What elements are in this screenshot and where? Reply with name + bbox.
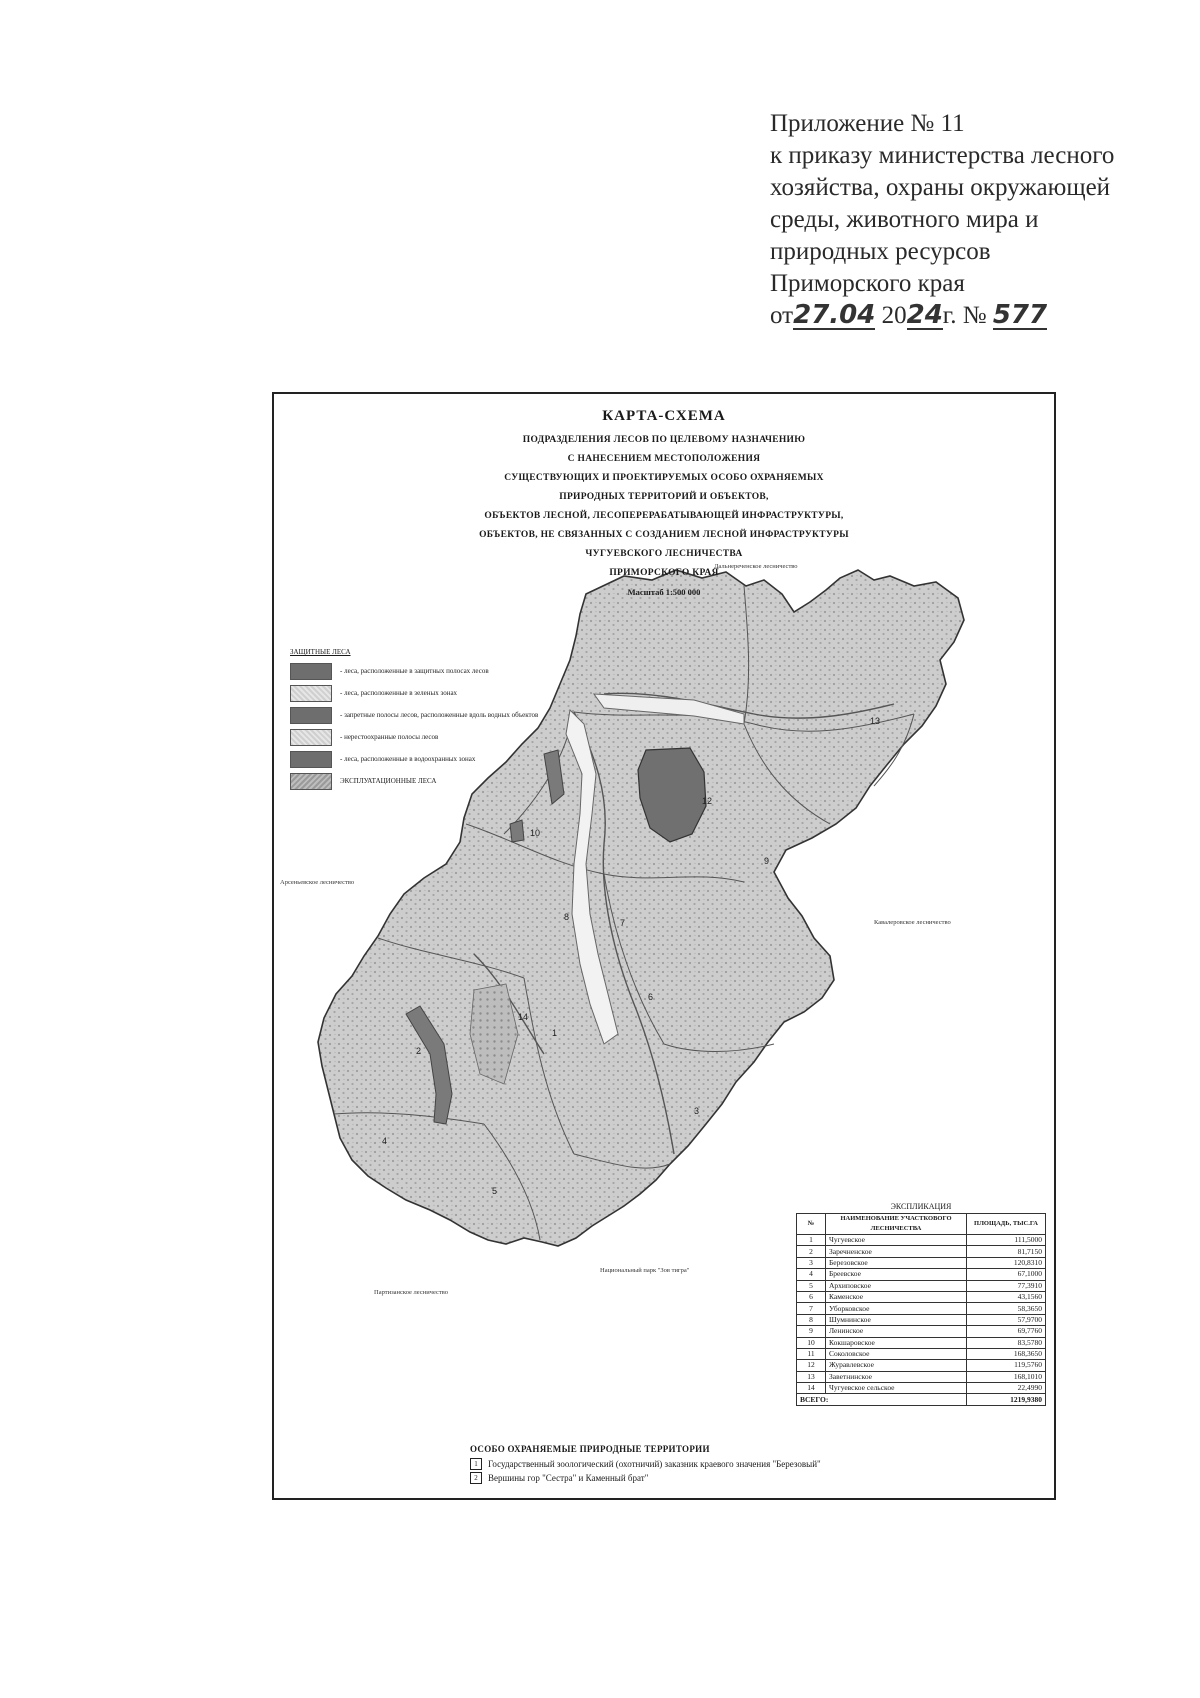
neighbor-east-label: Кавалеровское лесничество: [874, 919, 951, 926]
table-cell-name: Уборковское: [826, 1303, 967, 1314]
quarter-label: 8: [564, 912, 570, 922]
table-row: [797, 1383, 1046, 1394]
legend-item-label: - нерестоохранные полосы лесов: [340, 733, 439, 741]
quarter-label: 5: [492, 1186, 498, 1196]
legend-item-label: - леса, расположенные в защитных полосах лесов: [340, 667, 489, 675]
appendix-line: к приказу министерства лесного: [770, 142, 1115, 169]
table-cell-num: 5: [797, 1280, 826, 1291]
table-row: [797, 1291, 1046, 1302]
explication: [796, 1202, 1046, 1406]
legend-item: [290, 660, 550, 682]
legend-item-label: - леса, расположенные в водоохранных зонах: [340, 755, 476, 763]
table-cell-num: 6: [797, 1291, 826, 1302]
table-cell-num: 12: [797, 1360, 826, 1371]
handwritten-year: 24: [906, 300, 943, 330]
map-subtitle-line: ЧУГУЕВСКОГО ЛЕСНИЧЕСТВА: [585, 549, 743, 559]
table-cell-area: 168,1010: [967, 1371, 1046, 1382]
table-cell-area: 67,1000: [967, 1269, 1046, 1280]
table-cell-name: Каменское: [826, 1291, 967, 1302]
table-cell-area: 77,3910: [967, 1280, 1046, 1291]
table-row: [797, 1371, 1046, 1382]
table-row: [797, 1360, 1046, 1371]
table-row: [797, 1303, 1046, 1314]
table-cell-name: Березовское: [826, 1257, 967, 1268]
table-cell-area: 22,4990: [967, 1383, 1046, 1394]
table-row: [797, 1326, 1046, 1337]
table-cell-num: 3: [797, 1257, 826, 1268]
map-legend: [290, 648, 550, 792]
table-header-row: [797, 1214, 1046, 1235]
legend-header: ЗАЩИТНЫЕ ЛЕСА: [290, 648, 351, 656]
table-row: [797, 1235, 1046, 1246]
quarter-label: 14: [518, 1012, 529, 1022]
map-scale: Масштаб 1:500 000: [627, 587, 701, 597]
table-cell-area: 43,1560: [967, 1291, 1046, 1302]
map-title-block: [274, 408, 1054, 597]
table-cell-num: 14: [797, 1383, 826, 1394]
protected-area-number: 2: [470, 1472, 482, 1484]
appendix-line: природных ресурсов: [770, 238, 991, 265]
explication-body: [797, 1235, 1046, 1406]
table-cell-num: 8: [797, 1314, 826, 1325]
protected-area-item: [470, 1471, 1030, 1485]
appendix-line: хозяйства, охраны окружающей: [770, 174, 1111, 201]
quarter-label: 10: [530, 828, 541, 838]
table-row: [797, 1348, 1046, 1359]
table-cell-num: 11: [797, 1348, 826, 1359]
year-suffix: г. №: [942, 302, 987, 329]
total-area: 1219,9380: [967, 1394, 1046, 1405]
map-subtitle-line: ОБЪЕКТОВ ЛЕСНОЙ, ЛЕСОПЕРЕРАБАТЫВАЮЩЕЙ ИНФРАСТРУКТУРЫ,: [484, 511, 844, 521]
appendix-line: Приморского края: [770, 270, 965, 297]
column-header: НАИМЕНОВАНИЕ УЧАСТКОВОГО ЛЕСНИЧЕСТВА: [826, 1214, 967, 1235]
quarter-label: 4: [382, 1136, 388, 1146]
legend-swatch: [290, 685, 332, 702]
appendix-line: среды, животного мира и: [770, 206, 1039, 233]
quarter-label: 7: [620, 918, 626, 928]
table-cell-name: Бреевское: [826, 1269, 967, 1280]
legend-item-label: ЭКСПЛУАТАЦИОННЫЕ ЛЕСА: [340, 777, 437, 785]
protected-area-text: Государственный зоологический (охотничий) заказник краевого значения "Березовый": [488, 1459, 821, 1469]
table-row: [797, 1246, 1046, 1257]
legend-swatch: [290, 729, 332, 746]
table-cell-num: 2: [797, 1246, 826, 1257]
legend-item: [290, 748, 550, 770]
explication-table: [796, 1213, 1046, 1406]
quarter-label: 2: [416, 1046, 422, 1056]
table-cell-name: Заречненское: [826, 1246, 967, 1257]
map-sheet: [272, 392, 1056, 1500]
table-cell-area: 120,8310: [967, 1257, 1046, 1268]
table-cell-name: Журавлевское: [826, 1360, 967, 1371]
map-subtitle-line: ПОДРАЗДЕЛЕНИЯ ЛЕСОВ ПО ЦЕЛЕВОМУ НАЗНАЧЕНИЮ: [522, 435, 806, 445]
protected-area-number: 1: [470, 1458, 482, 1470]
map-subtitle-line: СУЩЕСТВУЮЩИХ И ПРОЕКТИРУЕМЫХ ОСОБО ОХРАНЯЕМЫХ: [504, 473, 824, 483]
date-prefix: от: [770, 302, 794, 329]
table-cell-area: 111,5000: [967, 1235, 1046, 1246]
legend-item-label: - запретные полосы лесов, расположенные вдоль водных объектов: [340, 711, 539, 719]
table-cell-area: 119,5760: [967, 1360, 1046, 1371]
table-cell-area: 81,7150: [967, 1246, 1046, 1257]
appendix-line: Приложение № 11: [770, 110, 965, 137]
table-row: [797, 1337, 1046, 1348]
table-total-row: [797, 1394, 1046, 1405]
map-subtitle-line: ПРИМОРСКОГО КРАЯ: [609, 568, 719, 578]
map-title: КАРТА-СХЕМА: [602, 408, 726, 424]
table-cell-num: 10: [797, 1337, 826, 1348]
quarter-label: 3: [694, 1106, 700, 1116]
quarter-label: 1: [552, 1028, 558, 1038]
protected-areas: [470, 1444, 1030, 1485]
legend-item-label: - леса, расположенные в зеленых зонах: [340, 689, 458, 697]
neighbor-north-label: Дальнереченское лесничество: [714, 563, 798, 570]
legend-swatch: [290, 663, 332, 680]
table-cell-area: 57,9700: [967, 1314, 1046, 1325]
legend-item: [290, 704, 550, 726]
table-cell-num: 1: [797, 1235, 826, 1246]
protected-area-item: [470, 1457, 1030, 1471]
handwritten-date: 27.04: [793, 300, 876, 330]
legend-swatch: [290, 707, 332, 724]
total-label: ВСЕГО:: [797, 1394, 967, 1405]
map-subtitle-line: С НАНЕСЕНИЕМ МЕСТОПОЛОЖЕНИЯ: [567, 454, 761, 464]
table-cell-name: Кокшаровское: [826, 1337, 967, 1348]
table-cell-num: 4: [797, 1269, 826, 1280]
map-subtitle-line: ПРИРОДНЫХ ТЕРРИТОРИЙ И ОБЪЕКТОВ,: [559, 492, 769, 502]
legend-swatch: [290, 751, 332, 768]
appendix-date-line: [770, 300, 1170, 332]
appendix-header: [770, 108, 1170, 332]
quarter-label: 6: [648, 992, 654, 1002]
table-cell-num: 9: [797, 1326, 826, 1337]
legend-swatch: [290, 773, 332, 790]
table-cell-name: Чугуевское сельское: [826, 1383, 967, 1394]
table-cell-num: 7: [797, 1303, 826, 1314]
legend-item: [290, 770, 550, 792]
table-cell-area: 58,3650: [967, 1303, 1046, 1314]
neighbor-south-west-label: Партизанское лесничество: [374, 1289, 448, 1296]
table-cell-name: Заветнинское: [826, 1371, 967, 1382]
protective-strip: [510, 820, 524, 842]
table-cell-area: 69,7760: [967, 1326, 1046, 1337]
quarter-label: 13: [870, 716, 881, 726]
protected-areas-header: ОСОБО ОХРАНЯЕМЫЕ ПРИРОДНЫЕ ТЕРРИТОРИИ: [470, 1444, 710, 1454]
quarter-label: 9: [764, 856, 770, 866]
table-cell-name: Архиповское: [826, 1280, 967, 1291]
table-row: [797, 1280, 1046, 1291]
table-cell-area: 83,5780: [967, 1337, 1046, 1348]
explication-title: ЭКСПЛИКАЦИЯ: [890, 1202, 952, 1211]
protected-area-text: Вершины гор "Сестра" и Каменный брат": [488, 1473, 649, 1483]
table-row: [797, 1257, 1046, 1268]
table-cell-name: Ленинское: [826, 1326, 967, 1337]
handwritten-number: 577: [992, 300, 1048, 330]
table-cell-name: Шумнинское: [826, 1314, 967, 1325]
map-subtitle-line: ОБЪЕКТОВ, НЕ СВЯЗАННЫХ С СОЗДАНИЕМ ЛЕСНОЙ ИНФРАСТРУКТУРЫ: [479, 530, 849, 540]
column-header: №: [797, 1214, 826, 1235]
table-cell-name: Чугуевское: [826, 1235, 967, 1246]
table-cell-area: 168,3650: [967, 1348, 1046, 1359]
legend-item: [290, 726, 550, 748]
column-header: ПЛОЩАДЬ, ТЫС.ГА: [967, 1214, 1046, 1235]
table-cell-num: 13: [797, 1371, 826, 1382]
quarter-label: 12: [702, 796, 713, 806]
neighbor-west-label: Арсеньевское лесничество: [280, 879, 355, 886]
legend-item: [290, 682, 550, 704]
neighbor-south-center-label: Национальный парк "Зов тигра": [600, 1267, 690, 1274]
table-row: [797, 1314, 1046, 1325]
table-cell-name: Соколовское: [826, 1348, 967, 1359]
year-prefix: 20: [881, 302, 907, 329]
table-row: [797, 1269, 1046, 1280]
